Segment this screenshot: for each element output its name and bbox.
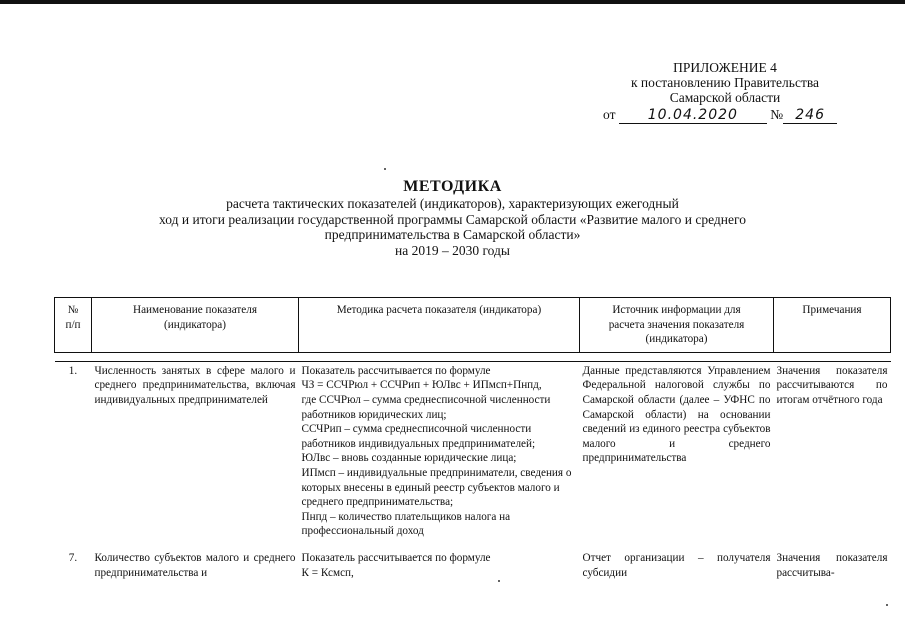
row-method: Показатель рассчитывается по формуле ЧЗ = ССЧРюл + ССЧРип + ЮЛвс + ИПмсп+Пнпд, где ССЧРюл – сумма среднесписочной численности работников юридических лиц; ССЧРип – сумма среднесписочной численности работников индивидуальных предпринимателей; ЮЛвс – вновь созданные юридические лица; ИПмсп – индивидуальные предприниматели, сведения о которых внесены в единый реестр субъектов малого и среднего предпринимательства; Пнпд – количество плательщиков налога на профессиональный доход	[301, 364, 572, 538]
header-source: Источник информации для расчета значения показателя (индикатора)	[580, 298, 774, 353]
scan-top-border	[0, 0, 905, 4]
row-method: Показатель рассчитывается по формуле К = Ксмсп,	[301, 551, 491, 579]
subtitle-line-2: ход и итоги реализации государственной программы Самарской области «Развитие малого и среднего	[159, 211, 746, 227]
document-subtitle	[0, 196, 905, 258]
header-num: № п/п	[55, 298, 92, 353]
appendix-number: ПРИЛОЖЕНИЕ 4	[673, 60, 777, 75]
subtitle-line-1: расчета тактических показателей (индикаторов), характеризующих ежегодный	[226, 196, 679, 211]
row-num: 7.	[68, 551, 78, 564]
row-num: 1.	[68, 364, 78, 377]
table-row	[55, 362, 891, 541]
appendix-block	[560, 60, 890, 105]
table-header-row	[55, 298, 891, 353]
subtitle-line-3: предпринимательства в Самарской области»	[324, 227, 581, 242]
appendix-resolution: к постановлению Правительства	[630, 75, 820, 90]
row-source: Отчет организации – получателя субсидии	[582, 551, 771, 579]
handwritten-number: 246	[783, 107, 837, 124]
subtitle-line-4: на 2019 – 2030 годы	[395, 242, 510, 258]
row-source: Данные представляются Управлением Федеральной налоговой службы по Самарской области (далее – УФНС по Самарской области) на основании сведений из единого реестра субъектов малого и среднего предпринимательства	[582, 364, 771, 465]
row-indicator-name: Численность занятых в сфере малого и среднего предпринимательства, включая индивидуальных предпринимателей	[94, 364, 296, 406]
row-notes: Значения показателя рассчитыва-	[776, 551, 888, 579]
header-notes: Примечания	[774, 298, 891, 353]
scan-speck	[886, 604, 888, 606]
appendix-region: Самарской области	[669, 90, 781, 105]
number-prefix: №	[770, 107, 784, 122]
document-title: МЕТОДИКА	[403, 178, 502, 195]
scan-speck	[384, 168, 386, 170]
date-prefix: от	[603, 107, 616, 122]
header-name: Наименование показателя (индикатора)	[92, 298, 299, 353]
row-indicator-name: Количество субъектов малого и среднего предпринимательства и	[94, 551, 296, 579]
header-method: Методика расчета показателя (индикатора)	[299, 298, 580, 353]
indicators-table	[54, 297, 891, 582]
resolution-date-number	[603, 107, 837, 124]
table-row	[55, 549, 891, 582]
row-notes: Значения показателя рассчитываются по итогам отчётного года	[776, 364, 888, 406]
scan-speck	[498, 580, 500, 582]
handwritten-date: 10.04.2020	[619, 107, 767, 124]
